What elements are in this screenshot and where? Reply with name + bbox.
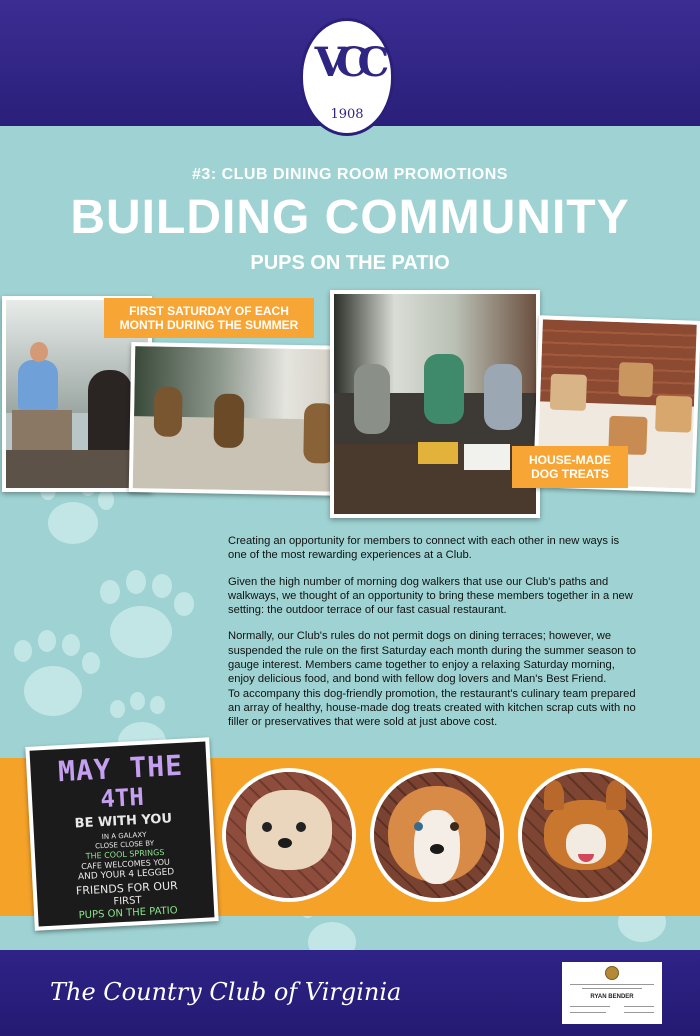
body-paragraph: To accompany this dog-friendly promotion, the restaurant's culinary team prepared an array of healthy, house-made dog treats created with kitchen scrap cuts with no filler or preservatives that were sold at just above cost. bbox=[228, 687, 636, 729]
body-paragraph: Creating an opportunity for members to connect with each other in new ways is one of the most rewarding experiences at a Club. bbox=[228, 535, 620, 562]
chalk-line: BE WITH YOU bbox=[74, 811, 173, 832]
photo-members-on-terrace bbox=[330, 290, 540, 518]
logo-year: 1908 bbox=[330, 107, 364, 122]
photo-shih-tzu bbox=[222, 768, 356, 902]
club-logo bbox=[300, 18, 394, 136]
body-paragraph: Normally, our Club's rules do not permit dogs on dining terraces; however, we suspended the rule on the first Saturday each month during the summer season to gauge interest. Members came together to enjoy a relaxing Saturday morning, enjoy delicious food, and bond with fellow dog lovers and Man's Best Friend. bbox=[228, 630, 636, 686]
card-name: RYAN BENDER bbox=[590, 994, 634, 1000]
chalkboard-sign bbox=[25, 737, 218, 930]
footer-club-name: The Country Club of Virginia bbox=[50, 978, 402, 1006]
logo-monogram: VCC bbox=[314, 39, 380, 86]
photo-corgi-smiling bbox=[518, 768, 652, 902]
section-eyebrow: #3: CLUB DINING ROOM PROMOTIONS bbox=[192, 166, 508, 183]
chalk-line: IN A GALAXY bbox=[101, 830, 147, 842]
chalk-line: FIRST bbox=[113, 895, 142, 908]
chalk-line: 4TH bbox=[99, 782, 145, 814]
chalk-line: CLOSE CLOSE BY bbox=[94, 839, 155, 851]
chalk-line: FRIENDS FOR OUR bbox=[75, 879, 179, 898]
poster-title: BUILDING COMMUNITY bbox=[70, 191, 630, 244]
card-seal-icon bbox=[605, 966, 619, 980]
tag-house-made-treats: HOUSE-MADE DOG TREATS bbox=[512, 446, 628, 488]
chalk-line: AND YOUR 4 LEGGED bbox=[77, 867, 175, 883]
body-paragraph: Given the high number of morning dog walkers that use our Club's paths and walkways, we thought of an opportunity to bring these members together in a new setting: the outdoor terrace of our fast casual restaurant. bbox=[228, 575, 633, 617]
chalk-line: PUPS ON THE PATIO bbox=[78, 905, 178, 922]
chalk-line: THE COOL SPRINGS bbox=[85, 847, 165, 861]
photo-corgi-closeup bbox=[370, 768, 504, 902]
chalk-line: MAY THE bbox=[57, 748, 184, 789]
body-copy bbox=[228, 534, 638, 742]
chalk-line: CAFE WELCOMES YOU bbox=[81, 857, 171, 872]
poster-subtitle: PUPS ON THE PATIO bbox=[250, 252, 450, 274]
photo-dogs-on-couches bbox=[129, 342, 356, 496]
business-card bbox=[562, 962, 662, 1024]
tag-first-saturday: FIRST SATURDAY OF EACH MONTH DURING THE SUMMER bbox=[104, 298, 314, 338]
